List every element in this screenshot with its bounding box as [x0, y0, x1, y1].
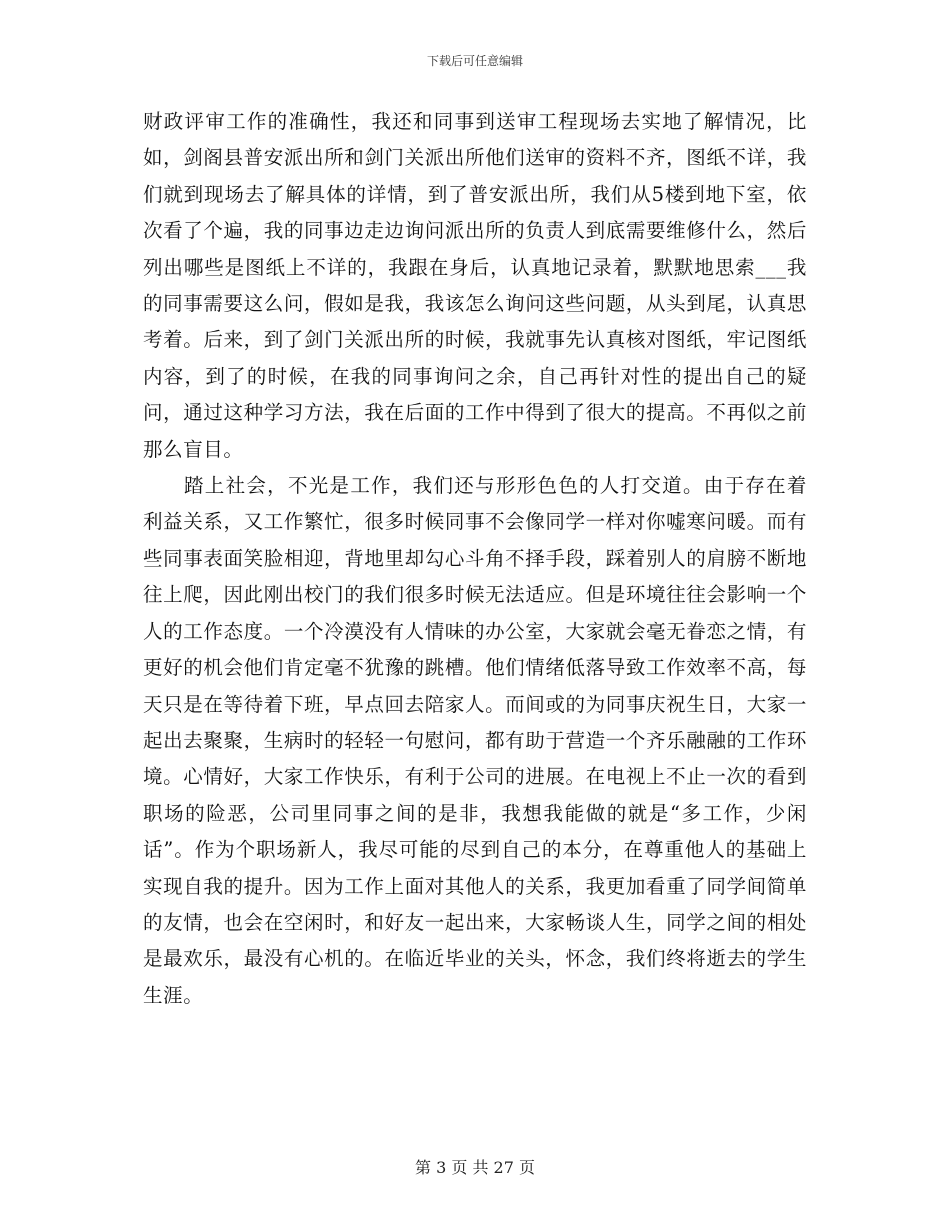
page-number: 第 3 页 共 27 页	[415, 1158, 535, 1177]
paragraph-continued: 财政评审工作的准确性，我还和同事到送审工程现场去实地了解情况，比如，剑阁县普安派出所和剑门关派出所他们送审的资料不齐，图纸不详，我们就到现场去了解具体的详情，到了普安派出所，我们从5楼到地下室，依次看了个遍，我的同事边走边询问派出所的负责人到底需要维修什么，然后列出哪些是图纸上不详的，我跟在身后，认真地记录着，默默地思索___我的同事需要这么问，假如是我，我该怎么询问这些问题，从头到尾，认真思考着。后来，到了剑门关派出所的时候，我就事先认真核对图纸，牢记图纸内容，到了的时候，在我的同事询问之余，自己再针对性的提出自己的疑问，通过这种学习方法，我在后面的工作中得到了很大的提高。不再似之前那么盲目。	[143, 110, 807, 461]
paragraph: 踏上社会，不光是工作，我们还与形形色色的人打交道。由于存在着利益关系，又工作繁忙，很多时候同事不会像同学一样对你嘘寒问暖。而有些同事表面笑脸相迎，背地里却勾心斗角不择手段，踩着别人的肩膀不断地往上爬，因此刚出校门的我们很多时候无法适应。但是环境往往会影响一个人的工作态度。一个冷漠没有人情味的办公室，大家就会毫无眷恋之情，有更好的机会他们肯定毫不犹豫的跳槽。他们情绪低落导致工作效率不高，每天只是在等待着下班，早点回去陪家人。而间或的为同事庆祝生日，大家一起出去聚聚，生病时的轻轻一句慰问，都有助于营造一个齐乐融融的工作环境。心情好，大家工作快乐，有利于公司的进展。在电视上不止一次的看到职场的险恶，公司里同事之间的是非，我想我能做的就是“多工作，少闲话”。作为个职场新人，我尽可能的尽到自己的本分，在尊重他人的基础上实现自我的提升。因为工作上面对其他人的关系，我更加看重了同学间简单的友情，也会在空闲时，和好友一起出来，大家畅谈人生，同学之间的相处是最欢乐，最没有心机的。在临近毕业的关头，怀念，我们终将逝去的学生生涯。	[143, 474, 807, 1007]
page-header: 下载后可任意编辑	[426, 54, 523, 68]
document-body	[143, 104, 807, 1014]
